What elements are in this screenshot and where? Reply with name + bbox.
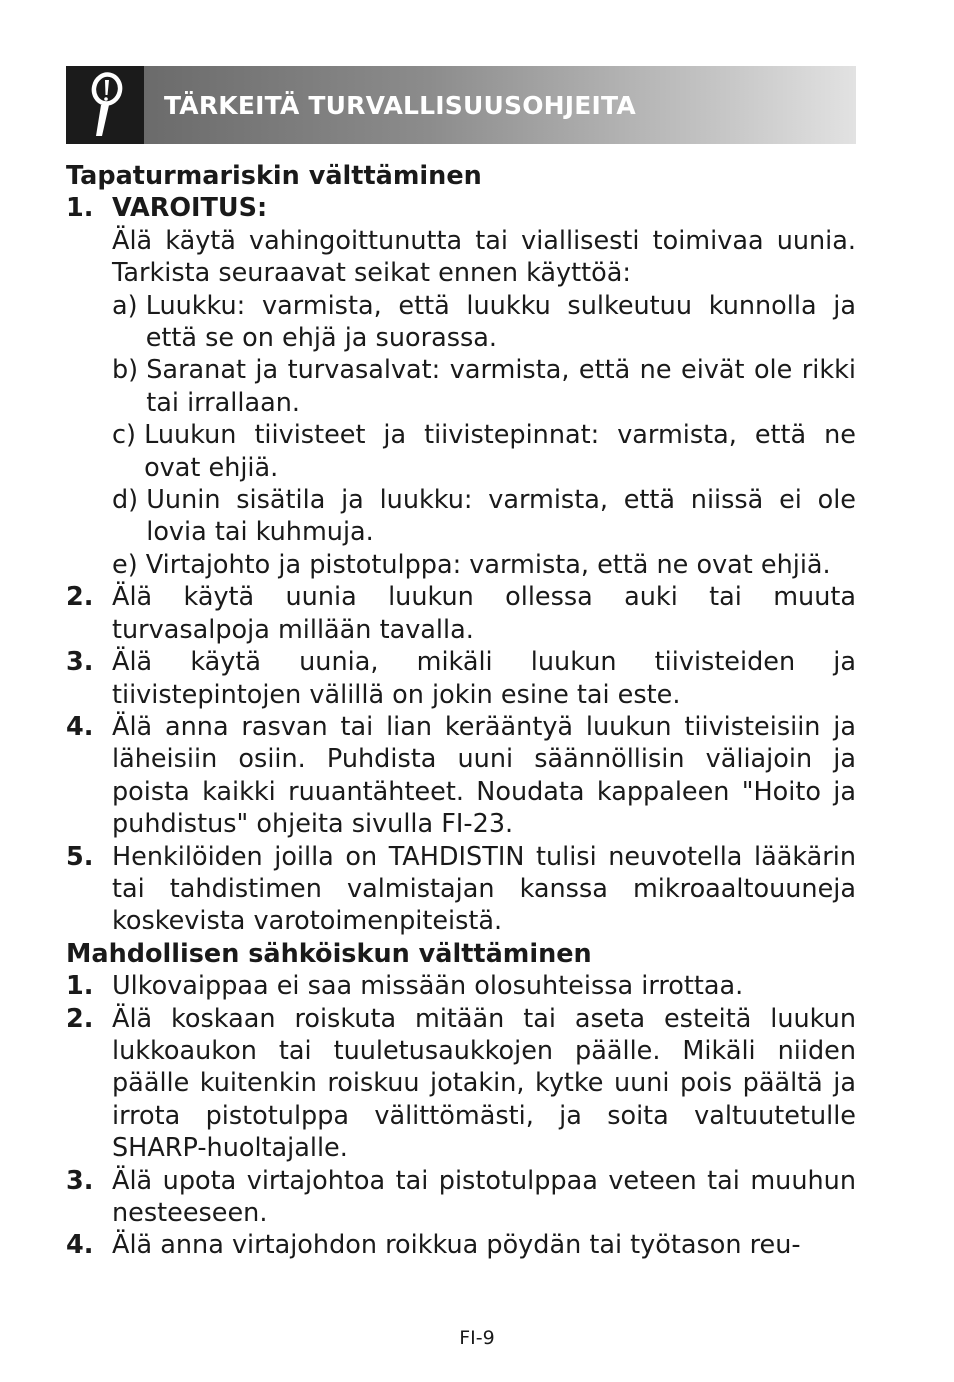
section-banner: [66, 66, 856, 144]
item-text: Älä käytä uunia, mikäli luukun tiivisteiden ja tiivistepintojen välillä on jokin esine tai este.: [112, 647, 856, 710]
list-item: [66, 581, 856, 646]
item-text: Älä käytä uunia luukun ollessa auki tai muuta turvasalpoja millään tavalla.: [112, 582, 856, 645]
list-item: [66, 711, 856, 841]
main-content: [66, 160, 856, 1262]
caution-icon-box: [66, 66, 144, 144]
item-number: 1.: [66, 971, 94, 1002]
caution-icon: [82, 72, 128, 138]
item-number: 2.: [66, 582, 94, 613]
sub-item-label: d): [112, 485, 147, 516]
section-heading-accident: Tapaturmariskin välttäminen: [66, 161, 482, 191]
sub-item: [112, 419, 856, 484]
item-text: Älä anna rasvan tai lian kerääntyä luukun tiivisteisiin ja läheisiin osiin. Puhdista uuni säännöllisin väliajoin ja poista kaikki ruuantähteet. Noudata kappaleen "Hoito ja puhdistus" ohjeita sivulla FI-23.: [112, 711, 856, 840]
item-text: Älä käytä vahingoittunutta tai viallisesti toimivaa uunia. Tarkista seuraavat seikat ennen käyttöä:: [112, 225, 856, 289]
sub-item: [112, 549, 856, 581]
sub-item-text: Luukku: varmista, että luukku sulkeutuu kunnolla ja että se on ehjä ja suorassa.: [145, 290, 856, 354]
list-item: [66, 970, 856, 1002]
section-heading-electric-shock: Mahdollisen sähköiskun välttäminen: [66, 938, 592, 969]
item-number: 4.: [66, 1230, 94, 1261]
list-item: [66, 841, 856, 938]
list-item: [66, 1003, 856, 1165]
sub-item: [112, 290, 856, 355]
warning-label: VAROITUS:: [112, 193, 268, 224]
banner-title-box: [144, 66, 856, 144]
page-number: FI-9: [459, 1327, 495, 1349]
item-text: Ulkovaippaa ei saa missään olosuhteissa irrottaa.: [112, 971, 744, 1002]
item-number: 4.: [66, 711, 94, 742]
item-text: Henkilöiden joilla on TAHDISTIN tulisi neuvotella lääkärin tai tahdistimen valmistajan kanssa mikroaaltouuneja koskevista varotoimenpiteistä.: [112, 841, 856, 937]
item-text: Älä upota virtajohtoa tai pistotulppaa veteen tai muuhun nesteeseen.: [112, 1165, 856, 1228]
sub-item-text: Saranat ja turvasalvat: varmista, että ne eivät ole rikki tai irrallaan.: [146, 355, 856, 418]
sub-item-text: Luukun tiivisteet ja tiivistepinnat: varmista, että ne ovat ehjiä.: [144, 420, 856, 483]
banner-title: TÄRKEITÄ TURVALLISUUSOHJEITA: [164, 90, 636, 120]
item-number: 2.: [66, 1003, 94, 1034]
sub-item-label: c): [112, 420, 145, 451]
sub-item: [112, 354, 856, 419]
item-number: 3.: [66, 1165, 94, 1196]
item-number: 3.: [66, 647, 94, 678]
sub-item-label: a): [112, 290, 146, 321]
sub-item-text: Uunin sisätila ja luukku: varmista, että niissä ei ole lovia tai kuhmuja.: [146, 485, 856, 548]
item-number: 5.: [66, 841, 94, 872]
sub-item-label: b): [112, 355, 147, 386]
list-item: [66, 192, 856, 581]
list-item: [66, 646, 856, 711]
item-text: Älä koskaan roiskuta mitään tai aseta esteitä luukun lukkoaukon tai tuuletusaukkojen päälle. Mikäli niiden päälle kuitenkin roiskuu jotakin, kytke uuni pois päältä ja irrota pistotulppa välittömästi, ja soita valtuutetulle SHARP-huoltajalle.: [112, 1003, 856, 1164]
sub-item-label: e): [112, 549, 146, 580]
list-item: [66, 1229, 856, 1261]
item-number: 1.: [66, 193, 94, 224]
list-item: [66, 1165, 856, 1230]
sub-item-text: Virtajohto ja pistotulppa: varmista, että ne ovat ehjiä.: [145, 549, 831, 580]
item-text: Älä anna virtajohdon roikkua pöydän tai työtason reu-: [112, 1230, 801, 1261]
sub-item: [112, 484, 856, 549]
